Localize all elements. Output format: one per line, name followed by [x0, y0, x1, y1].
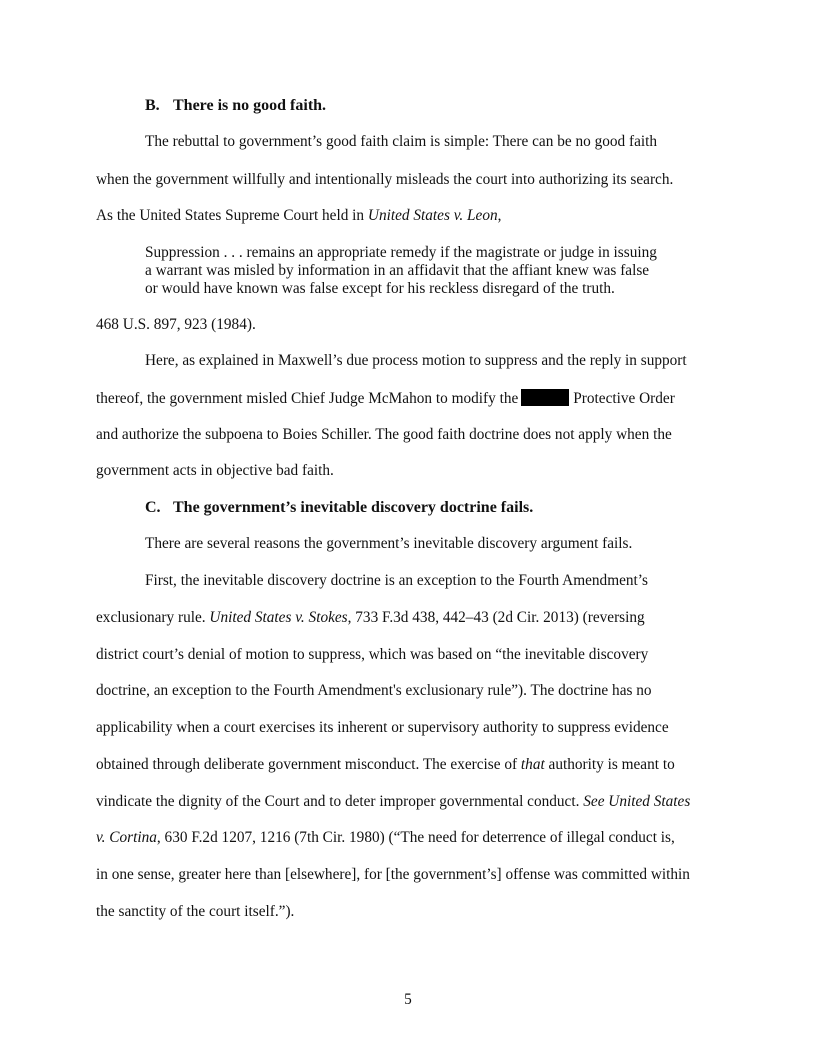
section-c-p1: There are several reasons the government’s inevitable discovery argument fails.	[145, 535, 633, 552]
section-b-p1-line-1: The rebuttal to government’s good faith claim is simple: There can be no good faith	[145, 133, 658, 150]
section-c-p2-line-3: district court’s denial of motion to suppress, which was based on “the inevitable discovery	[96, 646, 649, 663]
stokes-cite: , 733 F.3d 438, 442–43 (2d Cir. 2013) (reversing	[347, 609, 645, 626]
page-number: 5	[404, 991, 412, 1008]
stokes-intro: exclusionary rule.	[96, 609, 210, 626]
block-quote-line-3: or would have known was false except for his reckless disregard of the truth.	[145, 280, 615, 297]
section-c-heading	[145, 499, 533, 517]
section-c-p2-line-4: doctrine, an exception to the Fourth Amendment's exclusionary rule”). The doctrine has no	[96, 682, 652, 699]
section-b-heading	[145, 97, 326, 115]
section-b-title: There is no good faith.	[173, 97, 327, 114]
that-emphasis: that	[520, 756, 545, 773]
section-b-p1-line-3	[96, 207, 501, 225]
vindicate-text: vindicate the dignity of the Court and to deter improper governmental conduct.	[96, 793, 584, 810]
section-c-p2-line-6	[96, 756, 675, 774]
authority-text: authority is meant to	[544, 756, 675, 773]
redaction-box	[521, 389, 569, 406]
section-b-p2-line-2	[96, 389, 675, 408]
block-quote-line-1: Suppression . . . remains an appropriate remedy if the magistrate or judge in issuing	[145, 244, 657, 261]
section-c-p2-line-5: applicability when a court exercises its inherent or supervisory authority to suppress evidence	[96, 719, 669, 736]
leon-intro-punct: ,	[497, 207, 502, 224]
protective-order-pre: thereof, the government misled Chief Judge McMahon to modify the	[96, 390, 519, 407]
section-c-p2-line-1: First, the inevitable discovery doctrine is an exception to the Fourth Amendment’s	[145, 572, 648, 589]
stokes-case-name: United States v. Stokes	[209, 609, 348, 626]
misconduct-text: obtained through deliberate government misconduct. The exercise of	[96, 756, 521, 773]
block-quote-line-2: a warrant was misled by information in an affidavit that the affiant knew was false	[145, 262, 650, 279]
section-c-p2-line-8	[96, 829, 675, 847]
see-united-states: See United States	[583, 793, 691, 810]
block-quote	[145, 244, 657, 298]
section-b-p2-line-4: government acts in objective bad faith.	[96, 462, 334, 479]
section-c-p2-line-10: the sanctity of the court itself.”).	[96, 903, 295, 920]
cortina-case-name: v. Cortina	[96, 829, 157, 846]
leon-case-name: United States v. Leon	[367, 207, 498, 224]
section-b-letter: B.	[145, 97, 160, 114]
section-c-p2-line-2	[96, 609, 645, 627]
section-c-p2-line-9: in one sense, greater here than [elsewhere], for [the government’s] offense was committed within	[96, 866, 690, 883]
cortina-cite: , 630 F.2d 1207, 1216 (7th Cir. 1980) (“The need for deterrence of illegal conduct is,	[156, 829, 675, 846]
leon-citation: 468 U.S. 897, 923 (1984).	[96, 316, 256, 333]
section-c-letter: C.	[145, 499, 161, 516]
section-b-p1-line-2: when the government willfully and intentionally misleads the court into authorizing its search.	[96, 171, 674, 188]
protective-order-post: Protective Order	[573, 390, 675, 407]
section-b-p2-line-1: Here, as explained in Maxwell’s due process motion to suppress and the reply in support	[145, 352, 687, 369]
section-c-title: The government’s inevitable discovery doctrine fails.	[173, 499, 534, 516]
section-c-p2-line-7	[96, 793, 690, 811]
section-b-p2-line-3: and authorize the subpoena to Boies Schiller. The good faith doctrine does not apply when the	[96, 426, 672, 443]
leon-intro-text: As the United States Supreme Court held in	[96, 207, 368, 224]
